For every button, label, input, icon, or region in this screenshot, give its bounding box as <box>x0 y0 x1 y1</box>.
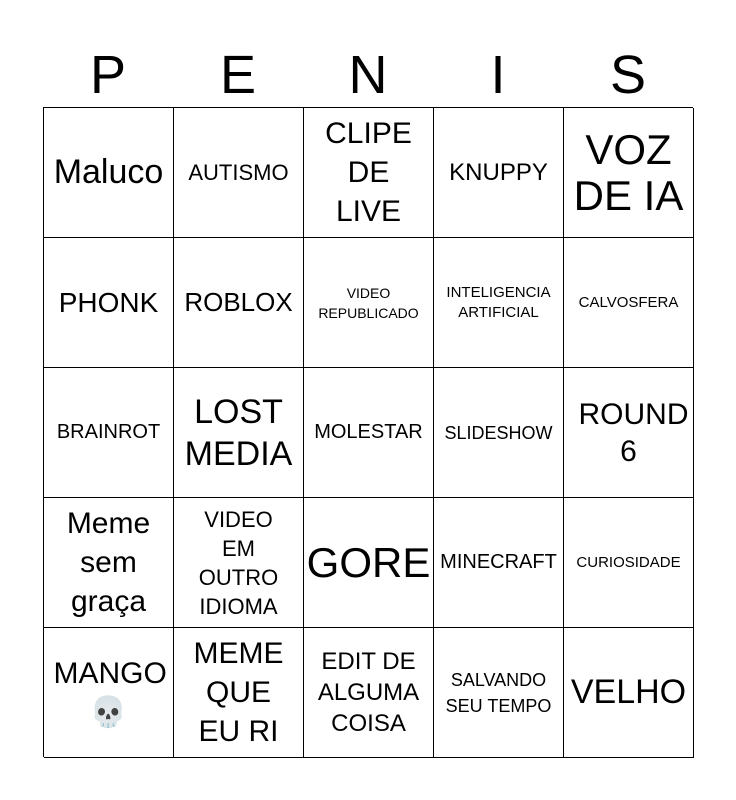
bingo-cell[interactable] <box>44 498 174 628</box>
bingo-cell[interactable] <box>434 108 564 238</box>
cell-label: KNUPPY <box>449 159 548 186</box>
cell-label: AUTISMO <box>188 159 289 185</box>
cell-label: MEME QUE EU RI <box>193 637 284 748</box>
bingo-cell[interactable] <box>564 238 694 368</box>
cell-label: SALVANDO SEU TEMPO <box>445 669 552 716</box>
bingo-cell[interactable] <box>564 108 694 238</box>
bingo-cell[interactable] <box>304 628 434 758</box>
cell-label: BRAINROT <box>56 421 161 443</box>
cell-label: INTELIGENCIA ARTIFICIAL <box>446 283 551 321</box>
cell-label: LOST MEDIA <box>184 392 293 473</box>
bingo-cell[interactable] <box>44 628 174 758</box>
cell-label: SLIDESHOW <box>444 422 553 443</box>
bingo-cell[interactable] <box>304 368 434 498</box>
bingo-cell[interactable] <box>44 108 174 238</box>
cell-label: VIDEO EM OUTRO IDIOMA <box>198 506 279 619</box>
cell-label: Maluco <box>53 153 164 191</box>
cell-label: MOLESTAR <box>314 421 423 443</box>
cell-label: VIDEO REPUBLICADO <box>318 284 419 321</box>
bingo-cell[interactable] <box>434 498 564 628</box>
cell-label: CURIOSIDADE <box>576 553 681 571</box>
bingo-cell[interactable] <box>174 498 304 628</box>
bingo-cell[interactable] <box>174 628 304 758</box>
bingo-cell[interactable] <box>564 628 694 758</box>
bingo-cell[interactable] <box>44 238 174 368</box>
bingo-card-grid <box>43 107 693 757</box>
bingo-cell[interactable] <box>174 238 304 368</box>
bingo-cell[interactable] <box>174 368 304 498</box>
cell-label: VELHO <box>570 673 687 711</box>
cell-label: PHONK <box>58 287 159 318</box>
bingo-cell[interactable] <box>304 238 434 368</box>
cell-label: GORE <box>306 538 431 586</box>
cell-label: ROUND 6 <box>578 397 689 468</box>
cell-label: VOZ DE IA <box>573 125 684 219</box>
header-letter-e: E <box>219 45 257 105</box>
bingo-cell[interactable] <box>44 368 174 498</box>
bingo-cell[interactable] <box>304 498 434 628</box>
cell-label: CALVOSFERA <box>578 293 679 311</box>
cell-label: Meme sem graça <box>66 507 151 618</box>
bingo-cell[interactable] <box>564 498 694 628</box>
bingo-cell[interactable] <box>434 368 564 498</box>
bingo-header <box>43 46 693 104</box>
cell-label: MANGO 💀 <box>53 656 167 729</box>
bingo-cell[interactable] <box>174 108 304 238</box>
bingo-cell[interactable] <box>434 238 564 368</box>
bingo-cell[interactable] <box>564 368 694 498</box>
cell-label: ROBLOX <box>184 287 293 317</box>
header-letter-i: I <box>490 45 506 105</box>
cell-label: EDIT DE ALGUMA COISA <box>317 648 420 737</box>
header-letter-p: P <box>89 45 127 105</box>
bingo-cell[interactable] <box>304 108 434 238</box>
bingo-cell[interactable] <box>434 628 564 758</box>
header-letter-s: S <box>609 45 647 105</box>
cell-label: MINECRAFT <box>440 551 557 573</box>
header-letter-n: N <box>348 45 388 105</box>
cell-label: CLIPE DE LIVE <box>325 117 412 228</box>
